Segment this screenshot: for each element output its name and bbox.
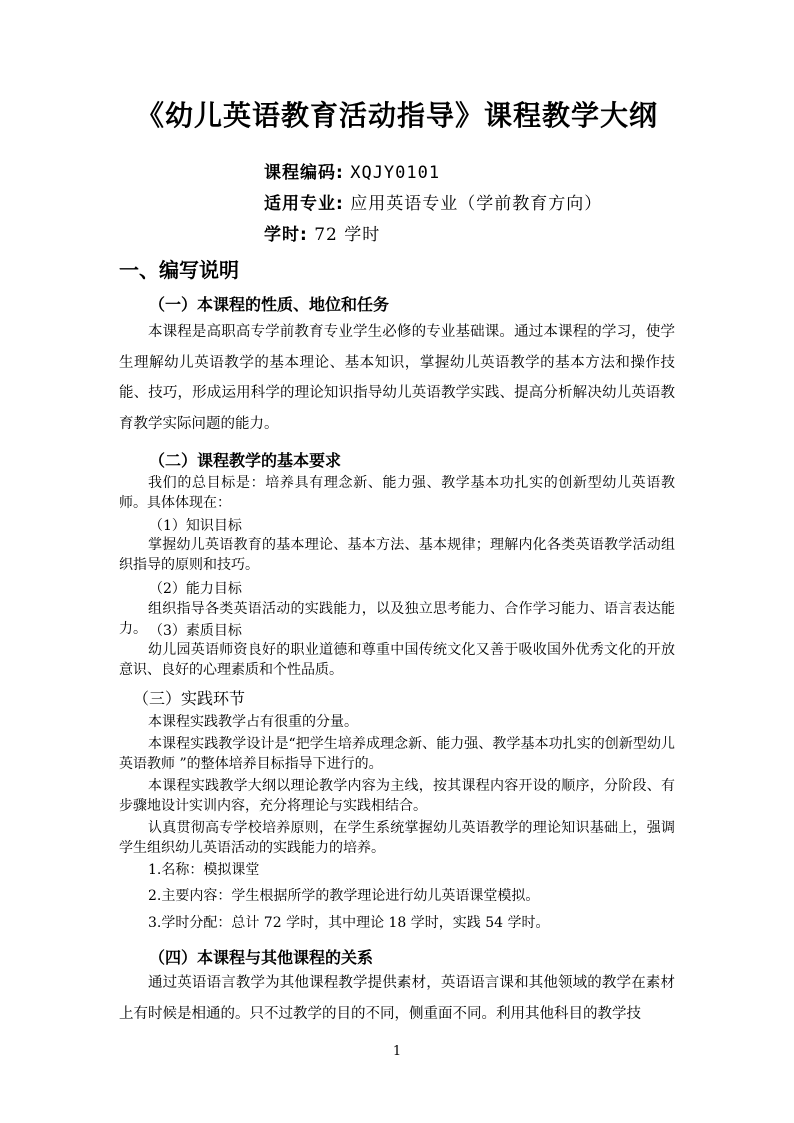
practice-paragraph-3: 本课程实践教学大纲以理论教学内容为主线，按其课程内容开设的顺序，分阶段、有步骤地设计实训内容，充分将理论与实践相结合。: [119, 778, 675, 814]
practice-item-1: 1.名称：模拟课堂: [148, 862, 260, 878]
practice-paragraph-4: 认真贯彻高专学校培养原则，在学生系统掌握幼儿英语教学的理论知识基础上，强调学生组织幼儿英语活动的实践能力的培养。: [119, 820, 675, 856]
practice-paragraph-1: 本课程实践教学占有很重的分量。: [148, 714, 358, 730]
knowledge-goal-text: 掌握幼儿英语教育的基本理论、基本方法、基本规律；理解内化各类英语教学活动组织指导的原则和技巧。: [119, 537, 675, 573]
major-line: [264, 189, 602, 214]
quality-goal-label: （3）素质目标: [149, 623, 242, 639]
course-code-line: [264, 158, 440, 183]
practice-paragraph-2: 本课程实践教学设计是“把学生培养成理念新、能力强、教学基本功扎实的创新型幼儿英语教师 ”的整体培养目标指导下进行的。: [119, 736, 675, 772]
subsection-heading-4: （四）本课程与其他课程的关系: [149, 948, 374, 967]
hours-value: 72 学时: [314, 225, 381, 245]
subsection-heading-3: （三）实践环节: [133, 689, 246, 708]
knowledge-goal-label: （1）知识目标: [149, 518, 242, 534]
subsection-1-paragraph: 本课程是高职高专学前教育专业学生必修的专业基础课。通过本课程的学习，使学生理解幼儿英语教学的基本理论、基本知识，掌握幼儿英语教学的基本方法和操作技能、技巧，形成运用科学的理论知识指导幼儿英语教学实践、提高分析解决幼儿英语教育教学实际问题的能力。: [119, 324, 675, 432]
ability-goal-label: （2）能力目标: [149, 581, 242, 597]
section-heading: 一、编写说明: [119, 258, 239, 282]
hours-line: [264, 220, 380, 245]
major-value: 应用英语专业（学前教育方向）: [350, 194, 603, 214]
major-label: 适用专业:: [264, 194, 344, 214]
document-title: 《幼儿英语教育活动指导》课程教学大纲: [135, 99, 658, 132]
ability-goal-text: 组织指导各类英语活动的实践能力，以及独立思考能力、合作学习能力、语言表达能力。: [119, 601, 675, 637]
course-code-value: XQJY0101: [350, 163, 441, 183]
practice-item-3: 3.学时分配：总计 72 学时，其中理论 18 学时，实践 54 学时。: [148, 915, 550, 931]
hours-label: 学时:: [264, 225, 308, 245]
subsection-heading-2: （二）课程教学的基本要求: [149, 451, 342, 470]
subsection-4-paragraph: 通过英语语言教学为其他课程教学提供素材，英语语言课和其他领域的教学在素材上有时候是相通的。只不过教学的目的不同，侧重面不同。利用其他科目的教学技: [119, 975, 675, 1022]
subsection-2-intro: 我们的总目标是：培养具有理念新、能力强、教学基本功扎实的创新型幼儿英语教师。具体体现在：: [119, 475, 675, 511]
practice-item-2: 2.主要内容：学生根据所学的教学理论进行幼儿英语课堂模拟。: [148, 888, 540, 904]
page-number: 1: [392, 1044, 402, 1059]
subsection-heading-1: （一）本课程的性质、地位和任务: [149, 295, 390, 314]
course-code-label: 课程编码:: [264, 163, 344, 183]
quality-goal-text: 幼儿园英语师资良好的职业道德和尊重中国传统文化又善于吸收国外优秀文化的开放意识、良好的心理素质和个性品质。: [119, 642, 675, 678]
